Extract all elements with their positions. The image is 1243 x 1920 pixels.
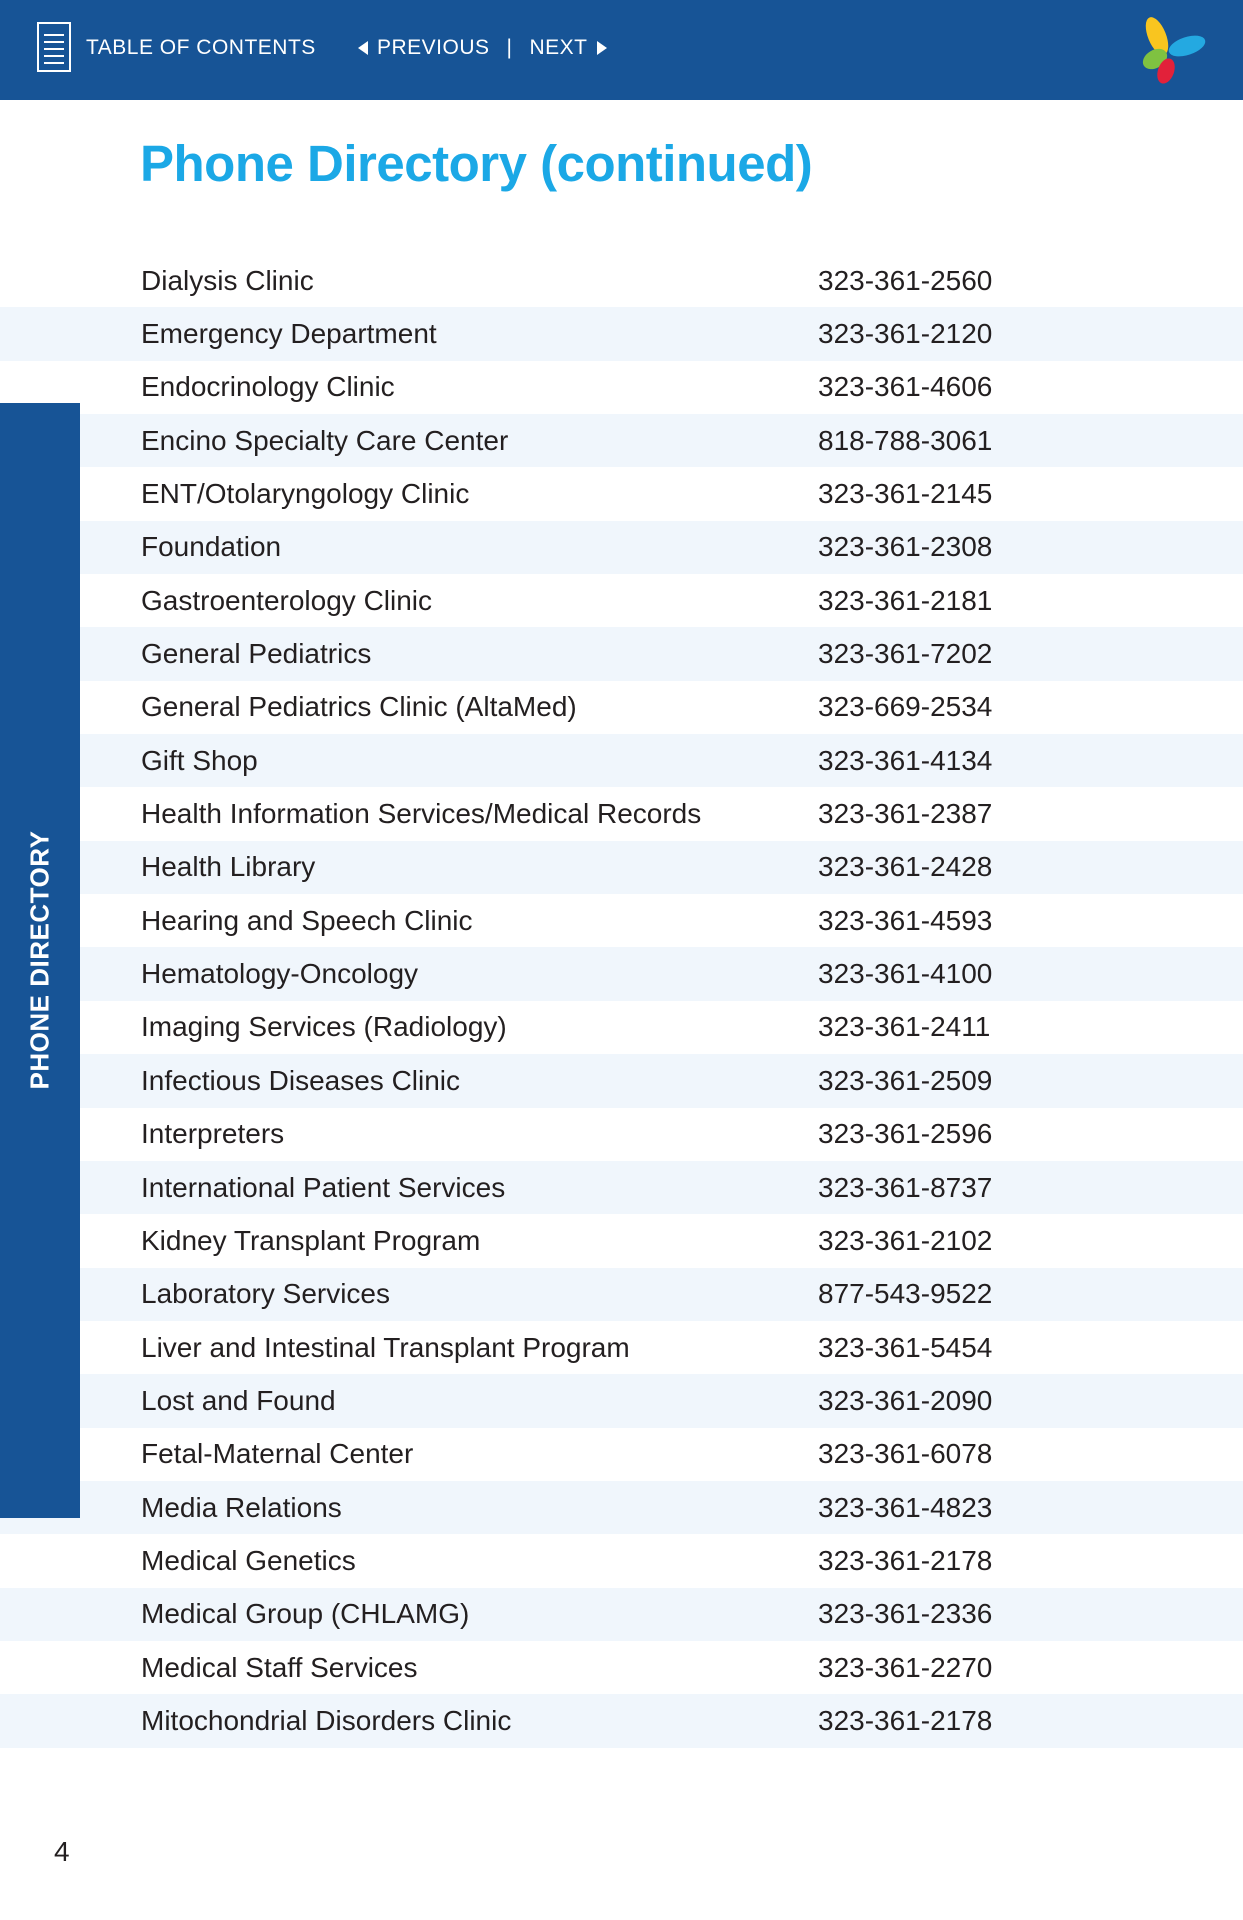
page-title: Phone Directory (continued) [140,135,813,192]
side-tab-label: PHONE DIRECTORY [24,830,55,1090]
department-name: Hematology-Oncology [141,958,419,990]
department-name: Kidney Transplant Program [141,1224,481,1256]
department-name: International Patient Services [141,1171,506,1203]
phone-number: 323-361-2308 [818,531,993,563]
nav-separator: | [506,36,513,59]
phone-number: 323-361-2145 [818,478,993,510]
table-of-contents-icon[interactable] [37,22,71,72]
phone-number: 323-361-2181 [818,584,993,616]
phone-number: 323-361-6078 [818,1438,993,1470]
directory-row [0,1374,1243,1427]
butterfly-logo-icon [1135,14,1209,86]
phone-number: 877-543-9522 [818,1278,993,1310]
phone-number: 323-361-2336 [818,1598,993,1630]
department-name: Medical Staff Services [141,1651,418,1683]
phone-number: 323-361-2270 [818,1651,993,1683]
phone-number: 323-361-2387 [818,798,993,830]
page-navigation [358,36,607,60]
department-name: Gastroenterology Clinic [141,584,433,616]
phone-number: 323-361-2120 [818,318,993,350]
page-number: 4 [54,1836,70,1867]
phone-number: 323-669-2534 [818,691,993,723]
phone-number: 323-361-4134 [818,744,993,776]
department-name: Media Relations [141,1491,342,1523]
directory-row [0,1428,1243,1481]
department-name: Encino Specialty Care Center [141,424,509,456]
directory-row [0,1694,1243,1747]
directory-row [0,1534,1243,1587]
phone-number: 323-361-4100 [818,958,993,990]
department-name: Health Library [141,851,316,883]
directory-row [0,1161,1243,1214]
department-name: General Pediatrics Clinic (AltaMed) [141,691,577,723]
previous-link[interactable]: PREVIOUS [377,36,490,59]
phone-number: 323-361-4606 [818,371,993,403]
phone-number: 323-361-2090 [818,1384,993,1416]
department-name: Endocrinology Clinic [141,371,395,403]
directory-row [0,1108,1243,1161]
phone-number: 323-361-2178 [818,1544,993,1576]
directory-row [0,947,1243,1000]
directory-row [0,574,1243,627]
department-name: Emergency Department [141,318,437,350]
directory-row [0,1214,1243,1267]
phone-number: 323-361-2560 [818,264,993,296]
department-name: Medical Genetics [141,1544,356,1576]
phone-number: 818-788-3061 [818,424,993,456]
phone-number: 323-361-4593 [818,904,993,936]
directory-row [0,254,1243,307]
directory-row [0,414,1243,467]
directory-row [0,894,1243,947]
phone-number: 323-361-2428 [818,851,993,883]
directory-row [0,1641,1243,1694]
phone-number: 323-361-2509 [818,1064,993,1096]
directory-row [0,1054,1243,1107]
department-name: ENT/Otolaryngology Clinic [141,478,470,510]
department-name: Liver and Intestinal Transplant Program [141,1331,630,1363]
directory-row [0,1481,1243,1534]
directory-row [0,734,1243,787]
department-name: Fetal-Maternal Center [141,1438,414,1470]
phone-directory-list [0,254,1243,1748]
department-name: Laboratory Services [141,1278,391,1310]
phone-number: 323-361-7202 [818,638,993,670]
department-name: Gift Shop [141,744,258,776]
department-name: Health Information Services/Medical Records [141,798,702,830]
directory-row [0,787,1243,840]
department-name: Imaging Services (Radiology) [141,1011,507,1043]
department-name: Lost and Found [141,1384,336,1416]
directory-row [0,1588,1243,1641]
side-section-tab [0,403,80,1518]
directory-row [0,627,1243,680]
directory-row [0,681,1243,734]
department-name: General Pediatrics [141,638,372,670]
department-name: Foundation [141,531,282,563]
directory-row [0,1321,1243,1374]
department-name: Mitochondrial Disorders Clinic [141,1704,512,1736]
directory-row [0,361,1243,414]
directory-row [0,841,1243,894]
next-arrow-icon[interactable] [597,41,607,55]
department-name: Infectious Diseases Clinic [141,1064,461,1096]
phone-number: 323-361-2178 [818,1704,993,1736]
department-name: Interpreters [141,1118,285,1150]
department-name: Dialysis Clinic [141,264,314,296]
previous-arrow-icon[interactable] [358,41,368,55]
directory-row [0,1268,1243,1321]
top-nav-bar [0,0,1243,100]
phone-number: 323-361-5454 [818,1331,993,1363]
phone-number: 323-361-2596 [818,1118,993,1150]
phone-number: 323-361-2102 [818,1224,993,1256]
directory-row [0,1001,1243,1054]
directory-row [0,307,1243,360]
phone-number: 323-361-2411 [818,1011,991,1043]
phone-number: 323-361-4823 [818,1491,993,1523]
phone-number: 323-361-8737 [818,1171,993,1203]
directory-row [0,467,1243,520]
directory-row [0,521,1243,574]
next-link[interactable]: NEXT [529,36,588,59]
department-name: Medical Group (CHLAMG) [141,1598,470,1630]
table-of-contents-link[interactable]: TABLE OF CONTENTS [86,36,316,59]
department-name: Hearing and Speech Clinic [141,904,473,936]
